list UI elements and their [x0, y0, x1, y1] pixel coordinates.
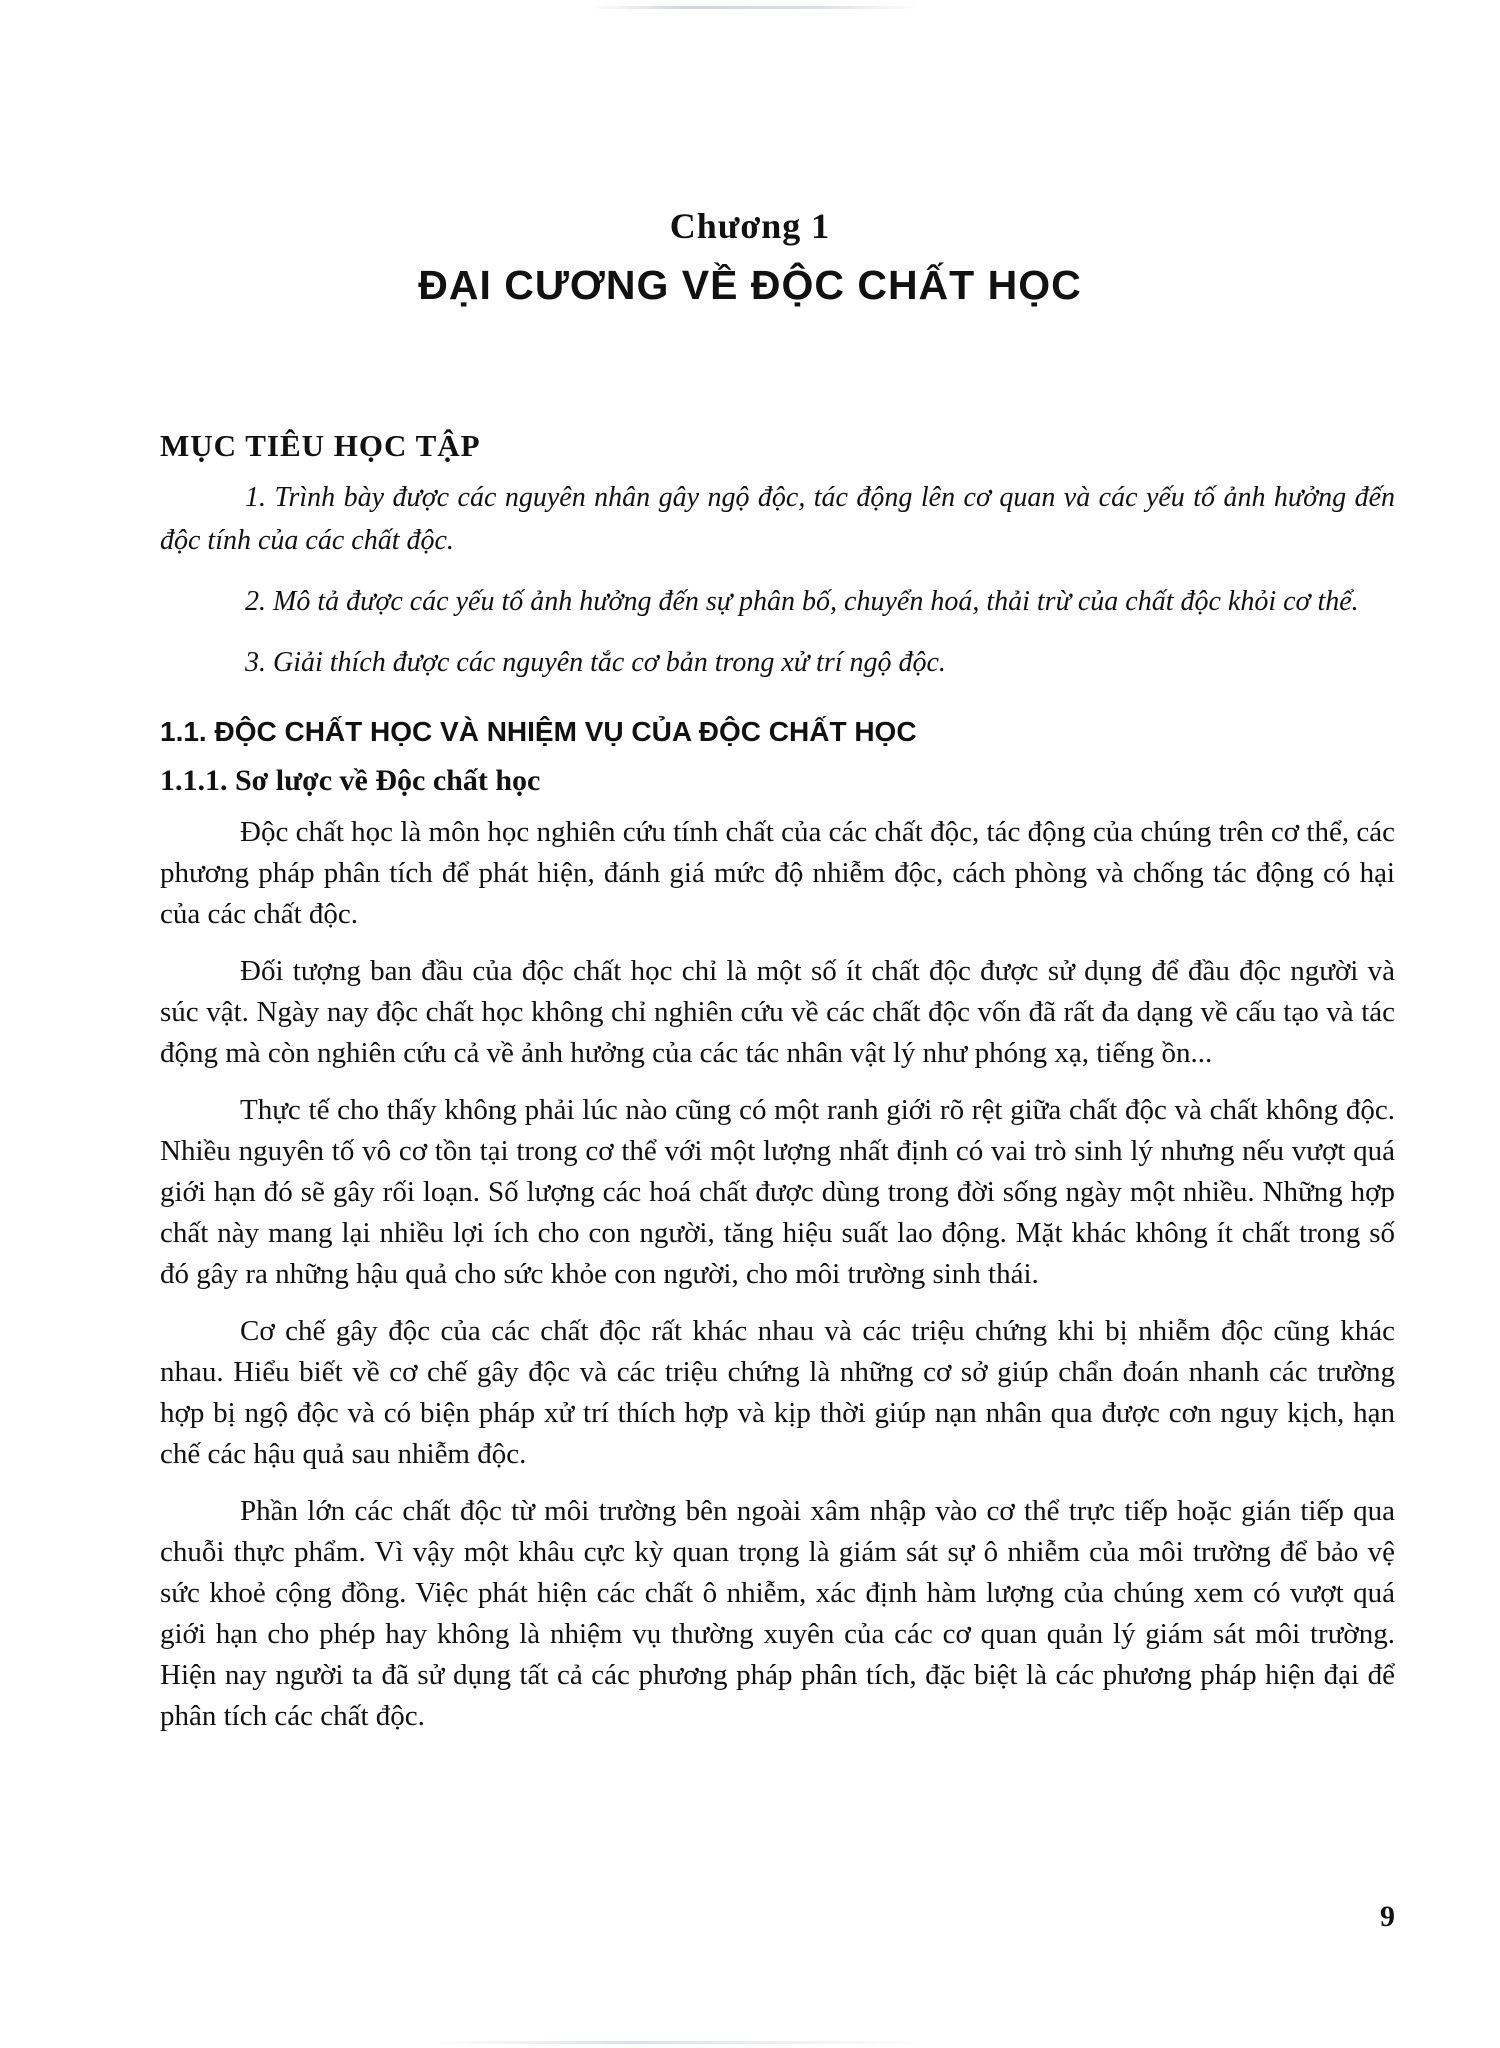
subsection-heading: 1.1.1. Sơ lược về Độc chất học	[160, 764, 541, 797]
page-content	[160, 428, 1395, 1753]
scan-artifact-bottom	[430, 2041, 930, 2044]
body-paragraph-5: Phần lớn các chất độc từ môi trường bên ngoài xâm nhập vào cơ thể trực tiếp hoặc gián tiếp qua chuỗi thực phẩm. Vì vậy một khâu cực kỳ quan trọng là giám sát sự ô nhiễm của môi trường để bảo vệ sức khoẻ cộng đồng. Việc phát hiện các chất ô nhiễm, xác định hàm lượng của chúng xem có vượt quá giới hạn cho phép hay không là nhiệm vụ thường xuyên của các cơ quan quản lý giám sát môi trường. Hiện nay người ta đã sử dụng tất cả các phương pháp phân tích, đặc biệt là các phương pháp hiện đại để phân tích các chất độc.	[160, 1495, 1395, 1732]
body-paragraph-2: Đối tượng ban đầu của độc chất học chỉ là một số ít chất độc được sử dụng để đầu độc người và súc vật. Ngày nay độc chất học không chỉ nghiên cứu về các chất độc vốn đã rất đa dạng về cấu tạo và tác động mà còn nghiên cứu cả về ảnh hưởng của các tác nhân vật lý như phóng xạ, tiếng ồn...	[160, 955, 1395, 1069]
body-paragraph-1: Độc chất học là môn học nghiên cứu tính chất của các chất độc, tác động của chúng trên cơ thể, các phương pháp phân tích để phát hiện, đánh giá mức độ nhiễm độc, cách phòng và chống tác động có hại của các chất độc.	[160, 816, 1395, 930]
section-heading: 1.1. ĐỘC CHẤT HỌC VÀ NHIỆM VỤ CỦA ĐỘC CHẤT HỌC	[160, 716, 917, 747]
scan-artifact-top	[590, 6, 920, 9]
objective-item-3: 3. Giải thích được các nguyên tắc cơ bản trong xử trí ngộ độc.	[245, 647, 946, 678]
page-number: 9	[1380, 1900, 1395, 1933]
chapter-label: Chương 1	[669, 206, 831, 246]
objective-item-1: 1. Trình bày được các nguyên nhân gây ngộ độc, tác động lên cơ quan và các yếu tố ảnh hưởng đến độc tính của các chất độc.	[160, 482, 1395, 556]
body-paragraph-4: Cơ chế gây độc của các chất độc rất khác nhau và các triệu chứng khi bị nhiễm độc cũng khác nhau. Hiểu biết về cơ chế gây độc và các triệu chứng là những cơ sở giúp chẩn đoán nhanh các trường hợp bị ngộ độc và có biện pháp xử trí thích hợp và kịp thời giúp nạn nhân qua được cơn nguy kịch, hạn chế các hậu quả sau nhiễm độc.	[160, 1315, 1395, 1470]
body-paragraph-3: Thực tế cho thấy không phải lúc nào cũng có một ranh giới rõ rệt giữa chất độc và chất không độc. Nhiều nguyên tố vô cơ tồn tại trong cơ thể với một lượng nhất định có vai trò sinh lý nhưng nếu vượt quá giới hạn đó sẽ gây rối loạn. Số lượng các hoá chất được dùng trong đời sống ngày một nhiều. Những hợp chất này mang lại nhiều lợi ích cho con người, tăng hiệu suất lao động. Mặt khác không ít chất trong số đó gây ra những hậu quả cho sức khỏe con người, cho môi trường sinh thái.	[160, 1094, 1395, 1290]
objectives-heading: MỤC TIÊU HỌC TẬP	[160, 428, 481, 463]
objective-item-2: 2. Mô tả được các yếu tố ảnh hưởng đến sự phân bố, chuyển hoá, thải trừ của chất độc khỏi cơ thể.	[245, 586, 1359, 617]
chapter-title: ĐẠI CƯƠNG VỀ ĐỘC CHẤT HỌC	[418, 262, 1082, 308]
